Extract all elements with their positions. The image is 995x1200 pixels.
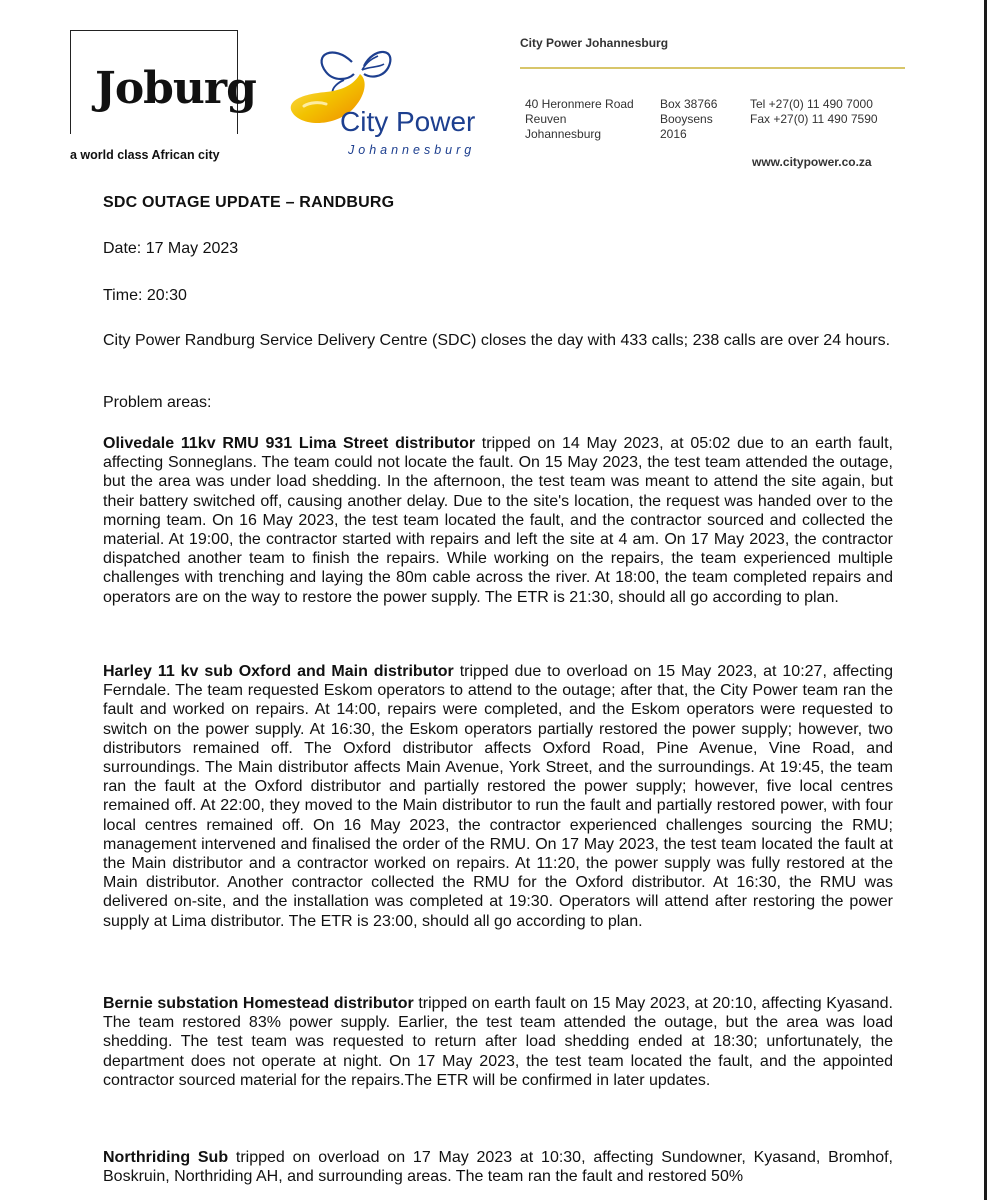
- outage-item-text: tripped on earth fault on 15 May 2023, at 20:10, affecting Kyasand. The team restored 83% power supply. Earlier, the test team attended the outage, but the area was load shedding. The test team was requested to return after load shedding ended at 18:30; unfortunately, the department does not operate at night. On 17 May 2023, the test team located the fault, and the appointed contractor sourced material for the repairs.The ETR will be confirmed in later updates.: [103, 995, 894, 1089]
- problem-areas-heading: Problem areas:: [103, 394, 212, 411]
- fax-line: Fax +27(0) 11 490 7590: [750, 112, 878, 126]
- document-time: Time: 20:30: [103, 287, 187, 304]
- address-line: Johannesburg: [525, 127, 602, 141]
- city-power-logo-subtext: Johannesburg: [348, 143, 476, 157]
- document-title: SDC OUTAGE UPDATE – RANDBURG: [103, 194, 395, 211]
- address-line: 40 Heronmere Road: [525, 97, 634, 111]
- outage-item-heading: Northriding Sub: [103, 1149, 229, 1166]
- page-edge-rule: [984, 0, 987, 1200]
- joburg-logo-text: Joburg: [95, 63, 256, 114]
- document-date: Date: 17 May 2023: [103, 240, 239, 257]
- box-line: Booysens: [660, 112, 713, 126]
- outage-item-text: tripped on overload on 17 May 2023 at 10:30, affecting Sundowner, Kyasand, Bromhof, Boskruin, Northriding AH, and surrounding areas. The team ran the fault and restored 50%: [103, 1149, 894, 1186]
- phone-line: Tel +27(0) 11 490 7000: [750, 97, 873, 111]
- outage-item: [103, 434, 893, 607]
- website-link[interactable]: www.citypower.co.za: [752, 155, 872, 169]
- outage-item-heading: Harley 11 kv sub Oxford and Main distributor: [103, 663, 454, 680]
- box-block: [660, 97, 717, 142]
- outage-item-text: tripped due to overload on 15 May 2023, at 10:27, affecting Ferndale. The team requested Eskom operators to attend to the outage; after that, the City Power team ran the fault and worked on repairs. At 14:00, repairs were completed, and the Eskom operators were requested to switch on the power supply. At 16:30, the Eskom operators partially restored the power supply; however, two distributors remained off. The Oxford distributor affects Oxford Road, Pine Avenue, Vine Road, and surroundings. The Main distributor affects Main Avenue, York Street, and the surroundings. At 19:45, the team ran the fault at the Oxford distributor and partially restored the power supply; however, five local centres remained off. At 22:00, they moved to the Main distributor to run the fault and partially restored power, with four local centres remained off. On 16 May 2023, the contractor experienced challenges sourcing the RMU; management intervened and finalised the order of the RMU. On 17 May 2023, the test team located the fault at the Main distributor and a contractor worked on repairs. At 11:20, the power supply was fully restored at the Main distributor. Another contractor collected the RMU for the Oxford distributor. At 16:30, the RMU was delivered on-site, and the installation was completed at 19:30. Operators will attend after restoring the power supply at Lima distributor. The ETR is 23:00, should all go according to plan.: [103, 663, 893, 930]
- company-name: City Power Johannesburg: [520, 36, 669, 50]
- header-divider: [520, 67, 905, 69]
- joburg-logo: [95, 63, 256, 121]
- outage-item-heading: Olivedale 11kv RMU 931 Lima Street distributor: [103, 435, 476, 452]
- contact-block: [750, 97, 878, 127]
- outage-item-text: tripped on 14 May 2023, at 05:02 due to an earth fault, affecting Sonneglans. The team could not locate the fault. On 15 May 2023, the test team attended the outage, but the area was under load shedding. In the afternoon, the test team was meant to attend the site again, but their battery switched off, causing another delay. Due to the site's location, the request was handed over to the morning team. On 16 May 2023, the test team located the fault, and the contractor sourced and collected the material. At 19:00, the contractor started with repairs and left the site at 4 am. On 17 May 2023, the contractor dispatched another team to finish the repairs. While working on the repairs, the team experienced multiple challenges with trenching and laying the 80m cable across the river. At 18:00, the team completed repairs and operators are on the way to restore the power supply. The ETR is 21:30, should all go according to plan.: [103, 435, 894, 606]
- city-power-logo-icon: [282, 40, 502, 160]
- city-power-logo-text: City Power: [340, 106, 476, 137]
- outage-item: [103, 1148, 893, 1186]
- address-line: Reuven: [525, 112, 567, 126]
- box-line: 2016: [660, 127, 687, 141]
- joburg-tagline: a world class African city: [70, 148, 220, 162]
- outage-item-heading: Bernie substation Homestead distributor: [103, 995, 414, 1012]
- outage-item: [103, 994, 893, 1090]
- summary-text: City Power Randburg Service Delivery Centre (SDC) closes the day with 433 calls; 238 calls are over 24 hours.: [103, 332, 891, 349]
- address-block: [525, 97, 634, 142]
- box-line: Box 38766: [660, 97, 718, 111]
- summary-paragraph: [103, 331, 893, 350]
- outage-item: [103, 662, 893, 931]
